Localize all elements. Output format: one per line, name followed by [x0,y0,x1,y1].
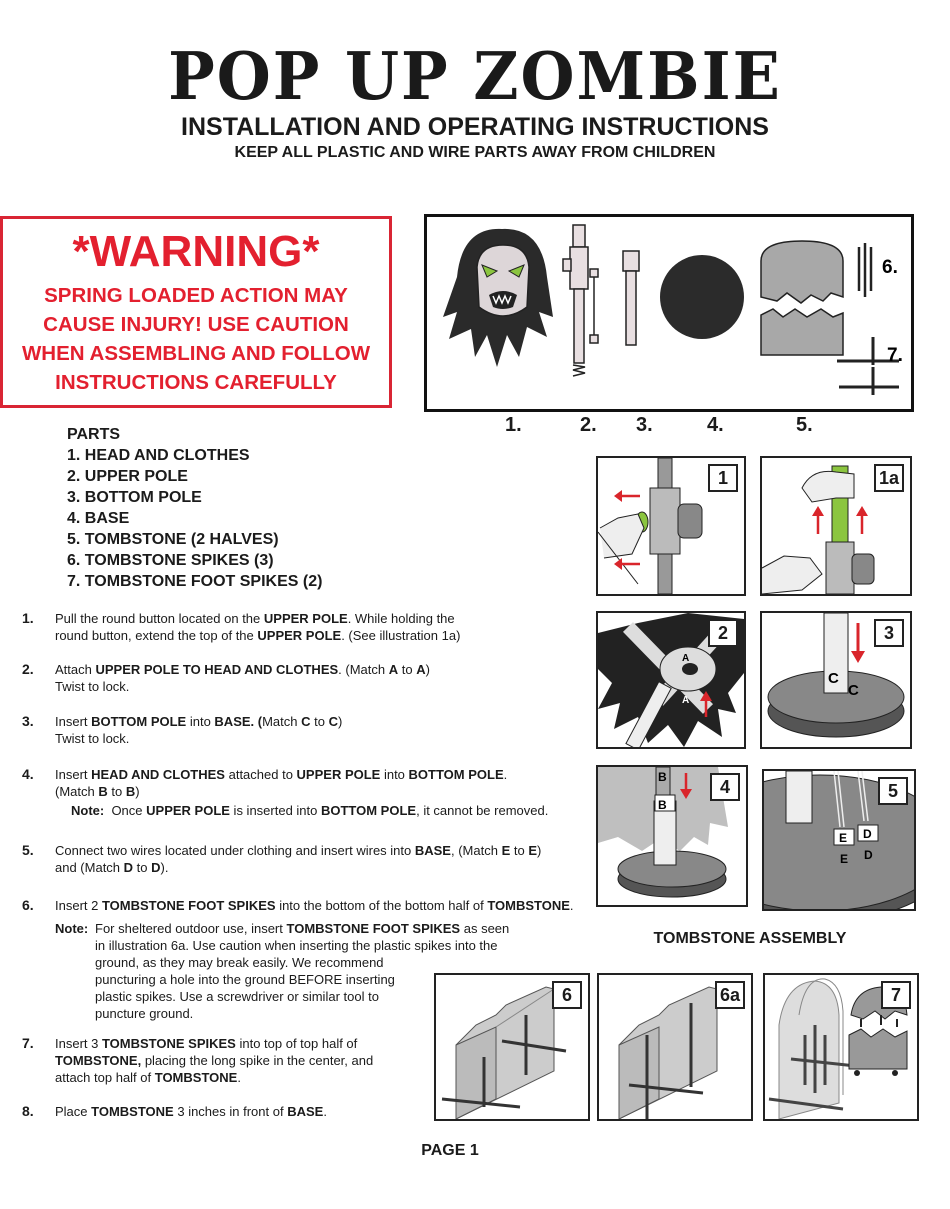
illustration-6a [597,973,753,1121]
illustration-2 [596,611,746,749]
step-text: Insert BOTTOM POLE into BASE. (Match C to C) [55,714,343,729]
parts-diagram [424,214,914,412]
step-text: Insert 2 TOMBSTONE FOOT SPIKES into the bottom of the bottom half of TOMBSTONE. [55,898,574,913]
parts-heading: PARTS [67,426,121,443]
parts-item: 2. UPPER POLE [67,468,188,485]
step-text: and (Match D to D). [55,860,169,875]
parts-item: 7. TOMBSTONE FOOT SPIKES (2) [67,573,323,590]
note-label: Note: [55,921,89,936]
step-text: Connect two wires located under clothing and insert wires into BASE, (Match E to E) [55,843,542,858]
illustration-label: 6 [552,981,582,1009]
parts-item: 1. HEAD AND CLOTHES [67,447,250,464]
part-number: 5. [796,414,813,436]
warning-heading: *WARNING* [72,227,320,276]
step-number: 8. [22,1103,34,1119]
letter-a: A [682,653,690,664]
letter-d: D [864,848,873,862]
part-number: 4. [707,414,724,436]
step-number: 4. [22,766,34,782]
page-number: PAGE 1 [421,1142,479,1159]
illustration-1 [596,456,746,596]
note-line: in illustration 6a. Use caution when inserting the plastic spikes into the [95,938,498,953]
document-subtitle: INSTALLATION AND OPERATING INSTRUCTIONS [181,113,769,141]
illustration-label: 3 [874,619,904,647]
part-label-7: 7. [887,345,903,366]
product-title: POP UP ZOMBIE [168,38,782,115]
note-line: For sheltered outdoor use, insert TOMBSTONE FOOT SPIKES as seen [95,921,510,936]
step-text: Twist to lock. [55,731,130,746]
warning-line: CAUSE INJURY! USE CAUTION [43,313,349,336]
step-text: Insert HEAD AND CLOTHES attached to UPPER POLE into BOTTOM POLE. [55,767,508,782]
illustration-label: 4 [710,773,740,801]
illustration-6 [434,973,590,1121]
illustration-label: 2 [708,619,738,647]
illustration-3 [760,611,912,749]
step-text: Insert 3 TOMBSTONE SPIKES into top of top half of [55,1036,358,1051]
warning-line: INSTRUCTIONS CAREFULLY [55,371,337,394]
letter-d: D [863,827,872,841]
step-number: 5. [22,842,34,858]
step-4 [22,766,592,819]
illustration-label: 1 [708,464,738,492]
bottom-pole-illustration [626,271,636,345]
letter-e: E [840,852,849,866]
note-line: puncturing a hole into the ground BEFORE inserting [95,972,395,987]
tombstone-assembly-heading: TOMBSTONE ASSEMBLY [653,930,847,947]
part-label-6: 6. [882,257,898,278]
step-number: 7. [22,1035,34,1051]
zombie-head-illustration [443,229,553,367]
warning-box [0,216,392,408]
step-number: 6. [22,897,34,913]
parts-item: 4. BASE [67,510,130,527]
part-number: 2. [580,414,597,436]
step-8 [22,1103,442,1120]
illustration-label: 1a [874,464,904,492]
letter-c: C [828,670,839,687]
letter-b: B [658,770,667,784]
step-text: Place TOMBSTONE 3 inches in front of BASE. [55,1104,327,1119]
warning-line: WHEN ASSEMBLING AND FOLLOW [21,342,371,365]
illustration-5 [762,769,916,911]
step-2 [22,661,592,695]
illustration-label: 6a [715,981,745,1009]
step-text: TOMBSTONE, placing the long spike in the center, and [55,1053,374,1068]
step-number: 3. [22,713,34,729]
illustration-4 [596,765,748,907]
illustration-7 [763,973,919,1121]
step-text: Attach UPPER POLE TO HEAD AND CLOTHES. (Match A to A) [55,662,430,677]
part-number: 1. [505,414,522,436]
step-text: Twist to lock. [55,679,130,694]
step-5 [22,842,592,876]
step-3 [22,713,592,747]
tombstone-spikes-illustration [859,243,871,297]
upper-pole-illustration [563,225,598,376]
note-line: plastic spikes. Use a screwdriver or similar tool to [95,989,379,1004]
parts-item: 5. TOMBSTONE (2 HALVES) [67,531,279,548]
tombstone-illustration [761,241,843,355]
bottom-pole-top [623,251,639,271]
illustration-label: 5 [878,777,908,805]
step-6 [22,897,592,914]
warning-text [3,281,389,397]
letter-e: E [839,831,848,845]
note-line: puncture ground. [95,1006,194,1021]
warning-line: SPRING LOADED ACTION MAY [44,284,348,307]
note-line: ground, as they may break easily. We recommend [95,955,384,970]
letter-c: C [848,682,859,699]
step-1 [22,610,592,644]
step-7 [22,1035,442,1086]
illustration-1a [760,456,912,596]
letter-a: A [682,695,690,706]
step-text: (Match B to B) [55,784,140,799]
base-illustration [660,255,744,339]
step-text: round button, extend the top of the UPPER POLE. (See illustration 1a) [55,628,461,643]
illustration-label: 7 [881,981,911,1009]
letter-b: B [658,798,667,812]
part-number: 3. [636,414,653,436]
step-4-note: Note: Once UPPER POLE is inserted into BOTTOM POLE, it cannot be removed. [71,803,549,818]
parts-item: 3. BOTTOM POLE [67,489,202,506]
step-text: attach top half of TOMBSTONE. [55,1070,241,1085]
step-number: 2. [22,661,34,677]
step-number: 1. [22,610,34,626]
parts-item: 6. TOMBSTONE SPIKES (3) [67,552,274,569]
step-text: Pull the round button located on the UPPER POLE. While holding the [55,611,455,626]
child-safety-note: KEEP ALL PLASTIC AND WIRE PARTS AWAY FROM CHILDREN [234,144,716,161]
